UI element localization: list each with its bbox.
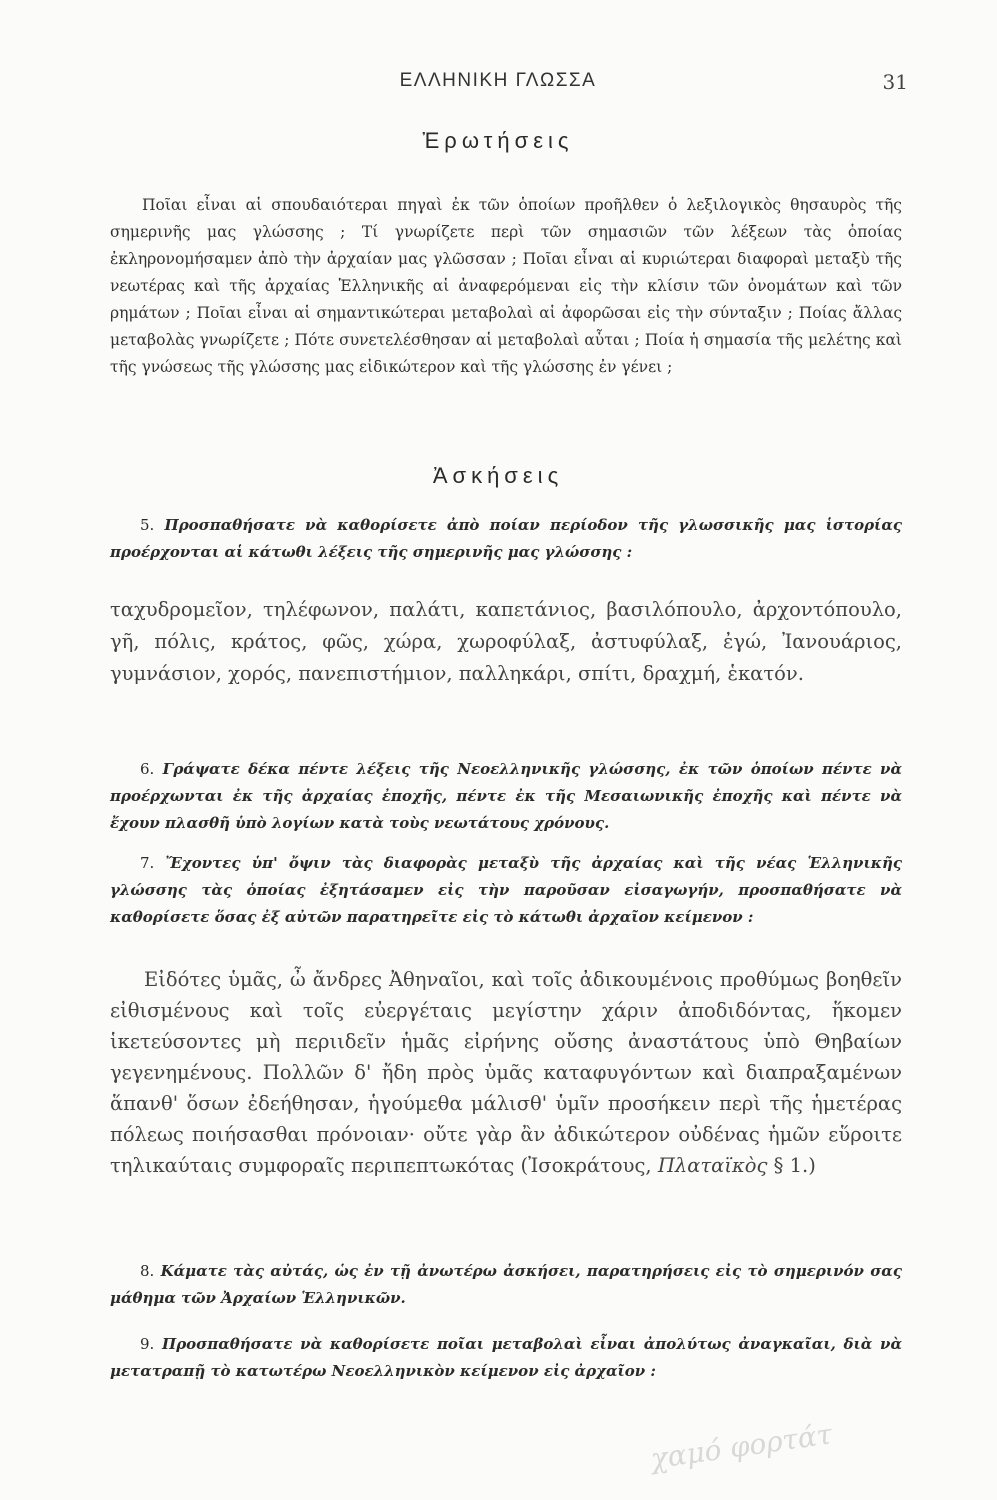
- exercise-7-number: 7.: [140, 854, 155, 872]
- page-number: 31: [882, 70, 908, 94]
- exercise-8-number: 8.: [140, 1262, 155, 1280]
- faint-handwritten-note: χαμό φορτάτ: [648, 1417, 835, 1476]
- passage-text: Εἰδότες ὑμᾶς, ὦ ἄνδρες Ἀθηναῖοι, καὶ τοῖς ἀδικουμένοις προθύμως βοηθεῖν εἰθισμένους καὶ τοῖς εὐεργέταις μεγίστην χάριν ἀποδιδόντας, ἥκομεν ἱκετεύσοντες μὴ περιιδεῖν ἡμᾶς εἰρήνης οὔσης ἀναστάτους ὑπὸ Θηβαίων γεγενημένους. Πολλῶν δ' ἤδη πρὸς ὑμᾶς καταφυγόντων καὶ διαπραξαμένων ἅπανθ' ὅσων ἐδεήθησαν, ἡγούμεθα μάλισθ' ὑμῖν προσήκειν περὶ τῆς ἡμετέρας πόλεως ποιήσασθαι πρόνοιαν· οὔτε γὰρ ἂν ἀδικώτερον οὐδένας ἡμῶν εὕροιτε τηλικαύταις συμφοραῖς περιπεπτωκότας (Ἰσοκράτους,: [110, 968, 902, 1177]
- exercise-6-number: 6.: [140, 760, 155, 778]
- exercise-9-instruction: [110, 1331, 902, 1385]
- passage-source-section: § 1.): [773, 1154, 816, 1177]
- exercise-7-text: Ἔχοντες ὑπ' ὄψιν τὰς διαφορὰς μεταξὺ τῆς ἀρχαίας καὶ τῆς νέας Ἑλληνικῆς γλώσσης τὰς ὁποίας ἐξητάσαμεν εἰς τὴν παροῦσαν εἰσαγωγήν, προσπαθήσατε νὰ καθορίσετε ὅσας ἐξ αὐτῶν παρατηρεῖτε εἰς τὸ κάτωθι ἀρχαῖον κείμενον :: [110, 854, 902, 926]
- exercise-9-number: 9.: [140, 1335, 155, 1353]
- exercise-6-instruction: [110, 756, 902, 837]
- exercise-5-number: 5.: [140, 516, 155, 534]
- running-head: [88, 70, 908, 100]
- exercise-7-passage: [110, 964, 902, 1181]
- exercise-8-text: Κάματε τὰς αὐτάς, ὡς ἐν τῇ ἀνωτέρω ἀσκήσει, παρατηρήσεις εἰς τὸ σημερινόν σας μάθημα τῶν Ἀρχαίων Ἑλληνικῶν.: [110, 1262, 902, 1307]
- exercise-9-text: Προσπαθήσατε νὰ καθορίσετε ποῖαι μεταβολαὶ εἶναι ἀπολύτως ἀναγκαῖαι, διὰ νὰ μετατραπῇ τὸ κατωτέρω Νεοελληνικὸν κείμενον εἰς ἀρχαῖον :: [110, 1335, 902, 1380]
- exercise-5-word-list: ταχυδρομεῖον, τηλέφωνον, παλάτι, καπετάνιος, βασιλόπουλο, ἀρχοντόπουλο, γῆ, πόλις, κράτος, φῶς, χώρα, χωροφύλαξ, ἀστυφύλαξ, ἐγώ, Ἰανουάριος, γυμνάσιον, χορός, πανεπιστήμιον, παλληκάρι, σπίτι, δραχμή, ἑκατόν.: [110, 598, 902, 685]
- exercise-5-text: Προσπαθήσατε νὰ καθορίσετε ἀπὸ ποίαν περίοδον τῆς γλωσσικῆς μας ἱστορίας προέρχονται αἱ κάτωθι λέξεις τῆς σημερινῆς μας γλώσσης :: [110, 516, 902, 561]
- exercises-title: Ἀσκήσεις: [432, 463, 564, 488]
- questions-paragraph: Ποῖαι εἶναι αἱ σπουδαιότεραι πηγαὶ ἐκ τῶν ὁποίων προῆλθεν ὁ λεξιλογικὸς θησαυρὸς τῆς σημερινῆς μας γλώσσης ; Τί γνωρίζετε περὶ τῶν σημασιῶν τῶν λέξεων τὰς ὁποίας ἐκληρονομήσαμεν ἀπὸ τὴν ἀρχαίαν μας γλῶσσαν ; Ποῖαι εἶναι αἱ κυριώτεραι διαφοραὶ μεταξὺ τῆς νεωτέρας καὶ τῆς ἀρχαίας Ἑλληνικῆς αἱ ἀναφερόμεναι εἰς τὴν κλίσιν τῶν ὀνομάτων καὶ τῶν ρημάτων ; Ποῖαι εἶναι αἱ σημαντικώτεραι μεταβολαὶ αἱ ἀφορῶσαι εἰς τὴν σύνταξιν ; Ποίας ἄλλας μεταβολὰς γνωρίζετε ; Πότε συνετελέσθησαν αἱ μεταβολαὶ αὗται ; Ποία ἡ σημασία τῆς μελέτης καὶ τῆς γνώσεως τῆς γλώσσης μας εἰδικώτερον καὶ τῆς γλώσσης ἐν γένει ;: [110, 196, 902, 376]
- passage-source-work: Πλαταϊκὸς: [657, 1154, 768, 1177]
- running-title: ΕΛΛΗΝΙΚΗ ΓΛΩΣΣΑ: [399, 70, 597, 91]
- exercise-8-instruction: [110, 1258, 902, 1312]
- exercise-5-instruction: [110, 512, 902, 566]
- questions-title: Ἐρωτήσεις: [422, 128, 574, 153]
- exercise-7-instruction: [110, 850, 902, 931]
- exercise-6-text: Γράψατε δέκα πέντε λέξεις τῆς Νεοελληνικῆς γλώσσης, ἐκ τῶν ὁποίων πέντε νὰ προέρχωνται ἐκ τῆς ἀρχαίας ἐποχῆς, πέντε ἐκ τῆς Μεσαιωνικῆς ἐποχῆς καὶ πέντε νὰ ἔχουν πλασθῆ ὑπὸ λογίων κατὰ τοὺς νεωτάτους χρόνους.: [110, 760, 902, 832]
